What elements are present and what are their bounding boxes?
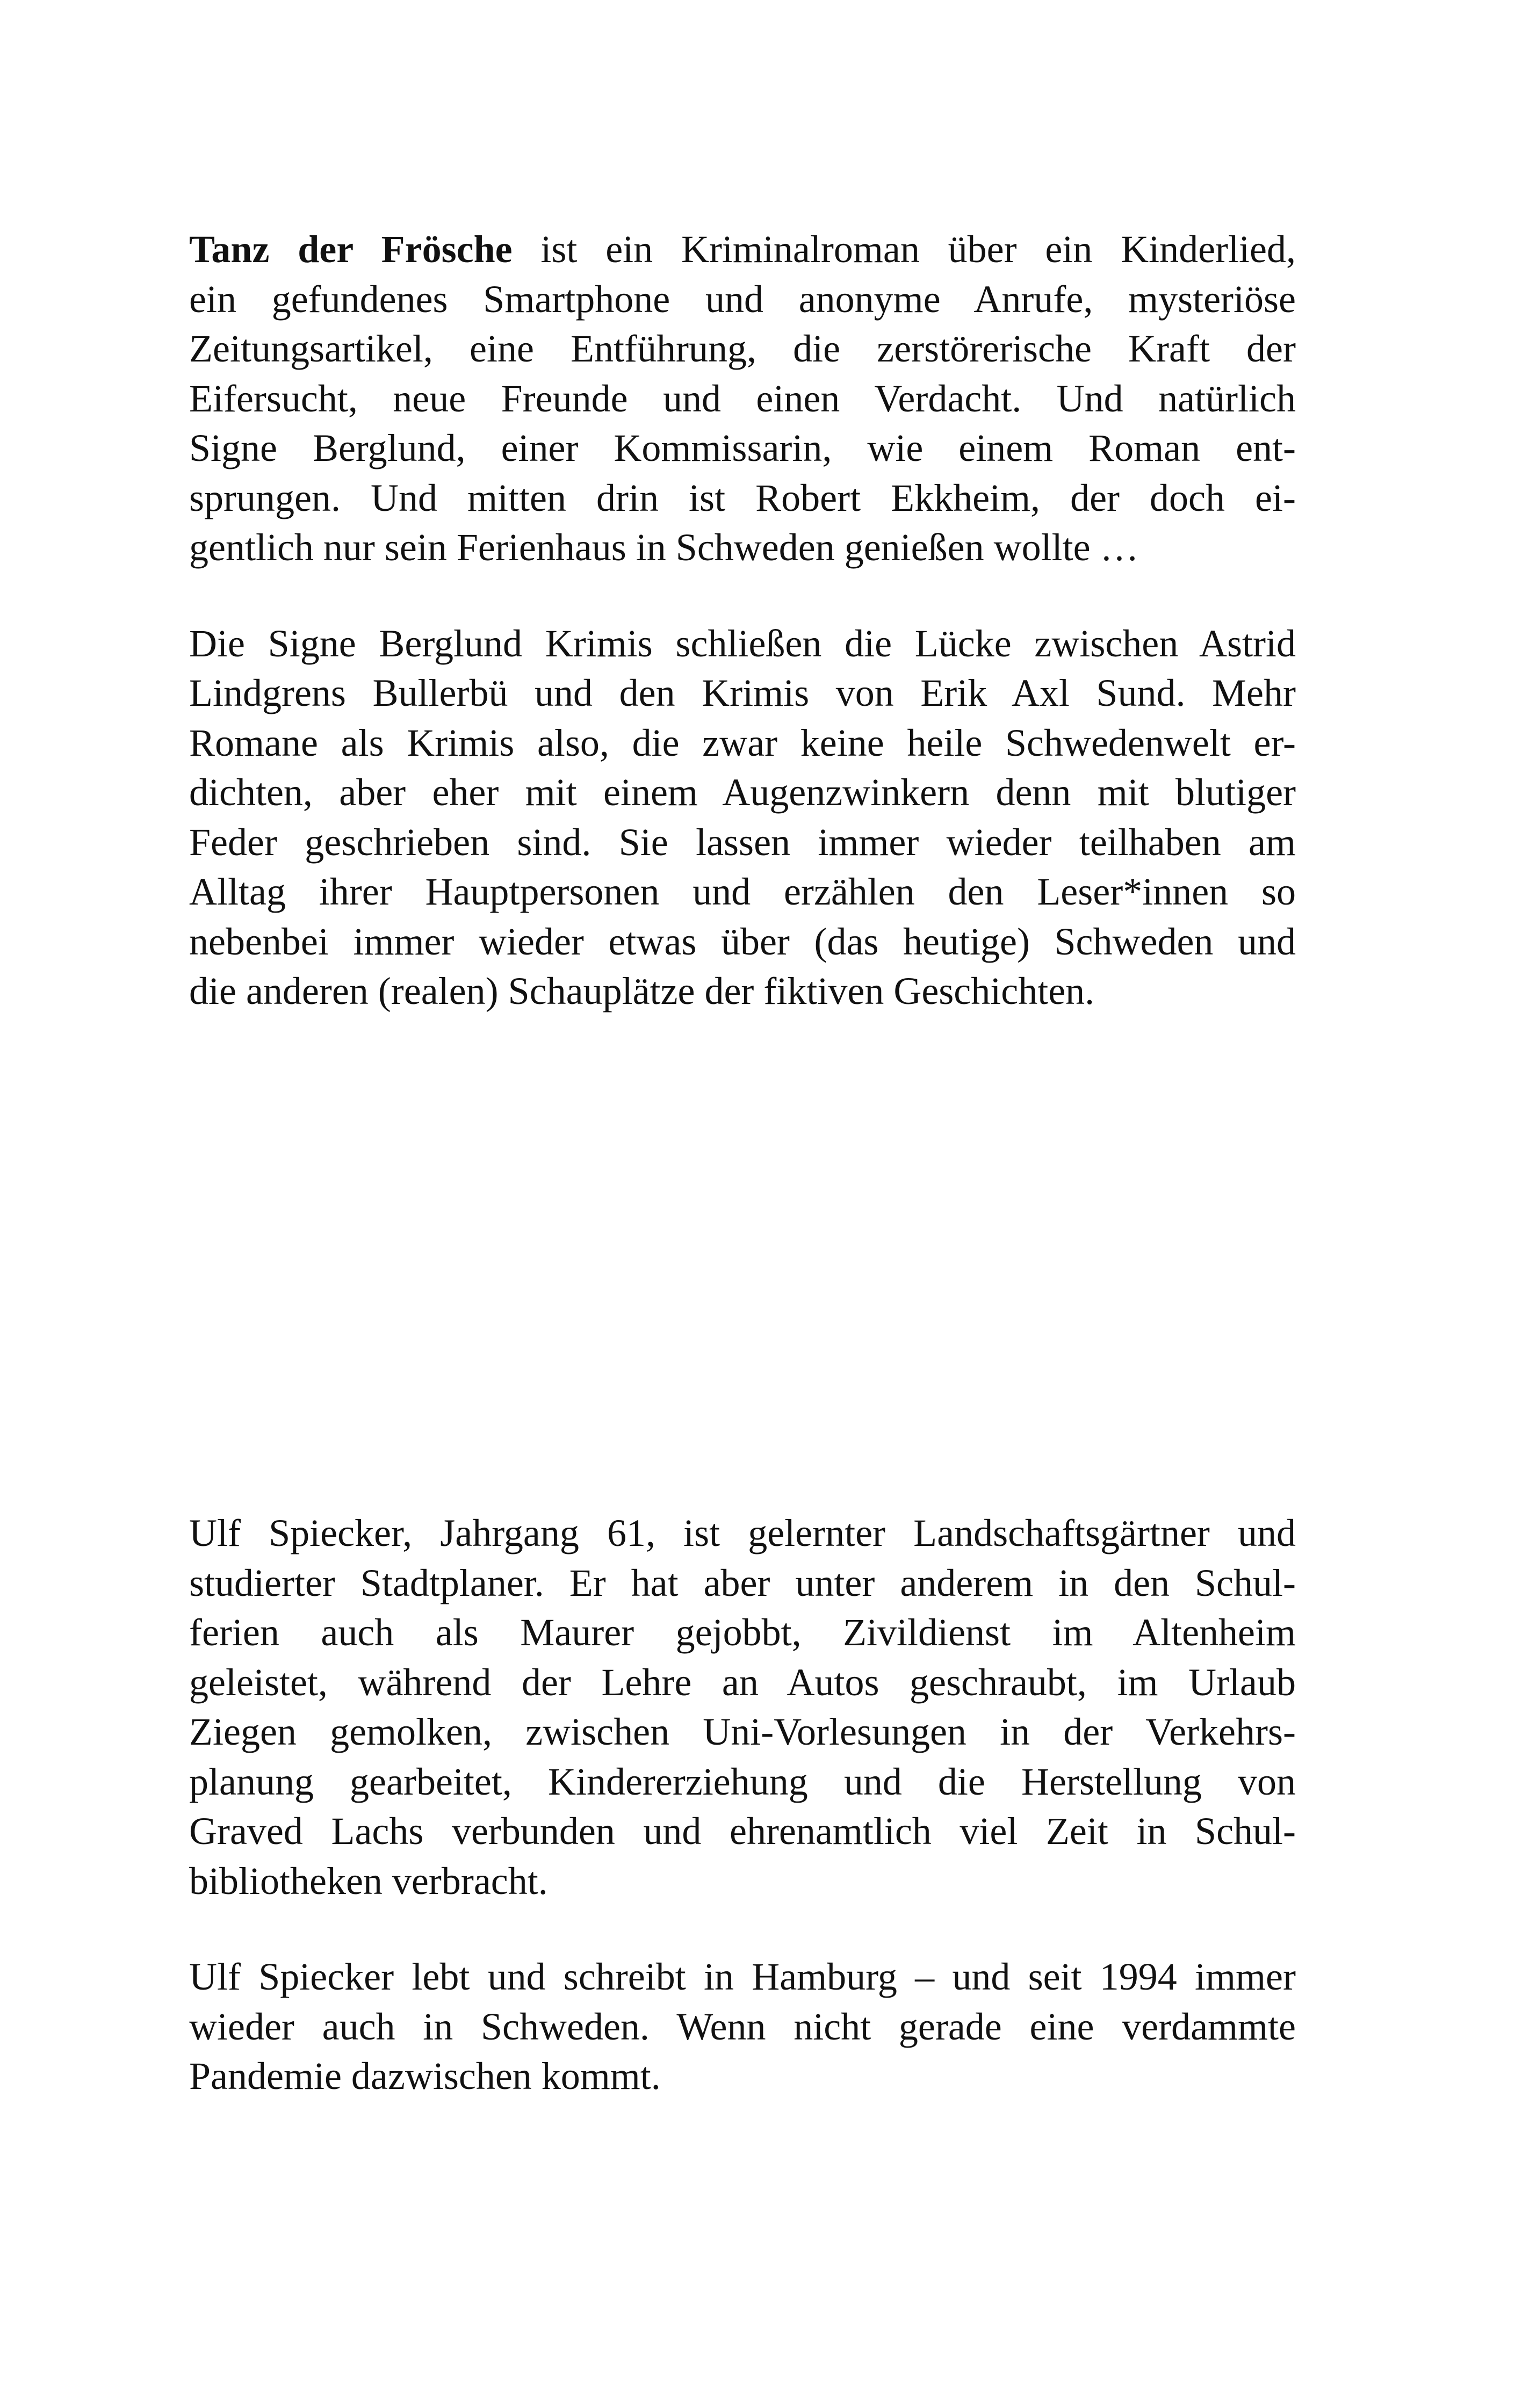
blurb-line: nebenbei immer wieder etwas über (das heutige) Schweden und [189, 920, 1296, 963]
blurb-line: Tanz der Frösche ist ein Kriminalroman über ein Kinderlied, [189, 228, 1296, 271]
blurb-line: Feder geschrieben sind. Sie lassen immer wieder teilhaben am [189, 820, 1296, 864]
blurb-line: Romane als Krimis also, die zwar keine heile Schwedenwelt er- [189, 721, 1296, 764]
blurb-line: Signe Berglund, einer Kommissarin, wie einem Roman ent- [189, 426, 1296, 469]
book-title: Tanz der Frösche [189, 228, 513, 271]
book-blurb [189, 225, 1296, 1016]
author-bio [189, 1508, 1296, 2101]
paragraph-gap [189, 1906, 1296, 1952]
blurb-line: Alltag ihrer Hauptpersonen und erzählen den Leser*innen so [189, 870, 1296, 913]
blurb-line: dichten, aber eher mit einem Augenzwinkern denn mit blutiger [189, 771, 1296, 814]
author-paragraph-2 [189, 1952, 1296, 2101]
author-line: Graved Lachs verbunden und ehrenamtlich viel Zeit in Schul- [189, 1810, 1296, 1853]
blurb-line: sprungen. Und mitten drin ist Robert Ekkheim, der doch ei- [189, 476, 1296, 519]
author-line: Ulf Spiecker, Jahrgang 61, ist gelernter Landschaftsgärtner und [189, 1512, 1296, 1554]
blurb-line: die anderen (realen) Schauplätze der fiktiven Geschichten. [189, 970, 1095, 1013]
author-line: studierter Stadtplaner. Er hat aber unter anderem in den Schul- [189, 1561, 1296, 1604]
blurb-line: Zeitungsartikel, eine Entführung, die zerstörerische Kraft der [189, 327, 1296, 370]
blurb-line: ein gefundenes Smartphone und anonyme Anrufe, mysteriöse [189, 277, 1296, 321]
author-line: Pandemie dazwischen kommt. [189, 2055, 661, 2098]
blurb-paragraph-1 [189, 225, 1296, 573]
author-line: bibliotheken verbracht. [189, 1859, 548, 1903]
author-line: planung gearbeitet, Kindererziehung und die Herstellung von [189, 1760, 1296, 1803]
author-line: Ulf Spiecker lebt und schreibt in Hamburg – und seit 1994 immer [189, 1955, 1296, 1998]
author-line: ferien auch als Maurer gejobbt, Zivildienst im Altenheim [189, 1611, 1296, 1654]
blurb-line: Eifersucht, neue Freunde und einen Verdacht. Und natürlich [189, 377, 1296, 420]
blurb-line: Lindgrens Bullerbü und den Krimis von Erik Axl Sund. Mehr [189, 671, 1296, 714]
blurb-line: Die Signe Berglund Krimis schließen die Lücke zwischen Astrid [189, 621, 1296, 665]
author-line: Ziegen gemolken, zwischen Uni-Vorlesungen in der Verkehrs- [189, 1710, 1296, 1753]
author-line: geleistet, während der Lehre an Autos geschraubt, im Urlaub [189, 1660, 1296, 1704]
blurb-paragraph-2 [189, 619, 1296, 1016]
author-paragraph-1 [189, 1508, 1296, 1906]
blurb-line: gentlich nur sein Ferienhaus in Schweden genießen wollte … [189, 526, 1139, 569]
author-line: wieder auch in Schweden. Wenn nicht gerade eine verdammte [189, 2005, 1296, 2048]
paragraph-gap [189, 573, 1296, 619]
